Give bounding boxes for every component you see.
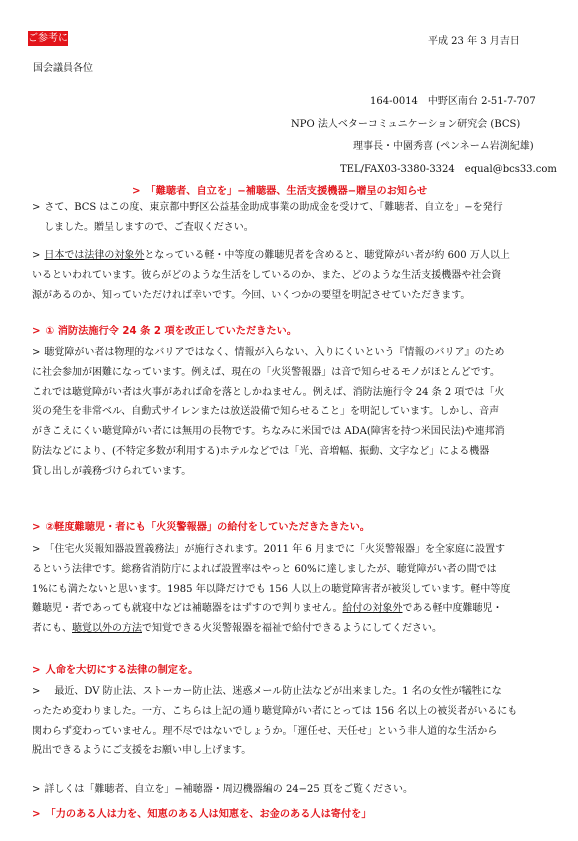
paragraph-line: である軽中度難聴児・ [402, 603, 503, 615]
marker-icon: > [32, 809, 41, 820]
underlined-text: 日本では法律の対象外 [44, 250, 145, 261]
paragraph-line: 「住宅火災報知器設置義務法」が施行されます。2011 年 6 月までに「火災警報器」を全家庭に設置す [44, 544, 505, 555]
heading-text: 「力のある人は力を、知恵のある人は知恵を、お金のある人は寄付を」 [45, 809, 372, 820]
reference-badge: ご参考に [28, 33, 68, 44]
underlined-text: 聴覚以外の方法 [72, 623, 142, 635]
subject-line [132, 182, 427, 197]
heading-request-2 [32, 518, 370, 533]
paragraph-reference [32, 780, 548, 800]
sender-organization: NPO 法人ベターコミュニケーション研究会 (BCS) [291, 119, 521, 130]
heading-request-3 [32, 661, 198, 676]
heading-text: 人命を大切にする法律の制定を。 [45, 665, 199, 676]
heading-request-1 [32, 322, 297, 337]
salutation: 国会議員各位 [33, 63, 93, 74]
paragraph-line: 源があるのか、知っていただければ幸いです。今回、いくつかの要望を明記させていただきます。 [32, 289, 471, 301]
paragraph-fire-law [32, 343, 548, 482]
paragraph-line: ったため変わりました。一方、こちらは上記の通り聴覚障がい者にとっては 156 名以上の被災者がいるにも [32, 705, 518, 717]
heading-closing [32, 805, 372, 820]
paragraph-line: いるといわれています。彼らがどのような生活をしているのか、また、どのような生活支援機器や社会資 [32, 269, 502, 281]
paragraph-line: るという法律です。総務省消防庁によれば設置率はやっと 60%に達しましたが、聴覚障がい者の間では [32, 563, 497, 575]
subject-text: 「難聴者、自立を」−補聴器、生活支援機器−贈呈のお知らせ [145, 186, 428, 197]
heading-text: ① 消防法施行令 24 条 2 項を改正していただきたい。 [45, 326, 297, 337]
marker-icon: > [132, 186, 141, 197]
marker-icon: > [32, 326, 41, 337]
document-date: 平成 23 年 3 月吉日 [428, 36, 520, 47]
sender-address: 164-0014 中野区南台 2-51-7-707 [370, 96, 536, 107]
paragraph-line: がきこえにくい聴覚障がい者には無用の長物です。ちなみに米国では ADA(障害を持つ米国民法)や連邦消 [32, 426, 505, 438]
paragraph-line: となっている軽・中等度の難聴児者を含めると、聴覚障がい者が約 600 万人以上 [144, 250, 510, 261]
marker-icon: > [32, 686, 41, 697]
paragraph-line: 詳しくは「難聴者、自立を」−補聴器・周辺機器編の 24−25 頁をご覧ください。 [44, 784, 413, 795]
paragraph-line: さて、BCS はこの度、東京都中野区公益基金助成事業の助成金を受けて、「難聴者、自立を」−を発行 [44, 202, 503, 213]
marker-icon: > [32, 544, 41, 555]
paragraph-population [32, 246, 548, 305]
paragraph-line: 災の発生を非常ベル、自動式サイレンまたは放送設備で知らせること」を明記しています。しかし、音声 [32, 406, 500, 418]
sender-chair: 理事長・中園秀喜 (ペンネーム岩渕紀雄) [353, 141, 534, 152]
paragraph-line: に社会参加が困難になっています。例えば、現在の「火災警報器」は音で知らせるモノがほとんどです。 [32, 366, 500, 378]
paragraph-line: 関わらず変わっていません。理不尽ではないでしょうか。「運任せ、天任せ」という非人道的な生活から [32, 725, 498, 737]
marker-icon: > [32, 250, 41, 261]
marker-icon: > [32, 784, 41, 795]
paragraph-humane-law [32, 682, 548, 761]
paragraph-line: 防法などにより、(不特定多数が利用する)ホテルなどでは「光、音増幅、振動、文字など」による機器 [32, 445, 490, 457]
paragraph-line: で知覚できる火災警報器を福祉で給付できるようにしてください。 [142, 623, 442, 635]
heading-text: ②軽度難聴児・者にも「火災警報器」の給付をしていただきたきたい。 [45, 522, 370, 533]
paragraph-line: しました。贈呈しますので、ご査収ください。 [44, 221, 254, 233]
sender-contact: TEL/FAX03-3380-3324 equal@bcs33.com [340, 164, 557, 175]
paragraph-line: 最近、DV 防止法、ストーカー防止法、迷惑メール防止法などが出来ました。1 名の女性が犠牲にな [44, 686, 502, 697]
marker-icon: > [32, 522, 41, 533]
paragraph-intro [32, 198, 548, 238]
marker-icon: > [32, 665, 41, 676]
paragraph-line: これでは聴覚障がい者は火事があれば命を落としかねません。例えば、消防法施行令 24 条 2 項では「火 [32, 386, 505, 398]
paragraph-line: 者にも、 [32, 623, 72, 635]
underlined-text: 給付の対象外 [342, 603, 403, 615]
paragraph-line: 聴覚障がい者は物理的なバリアではなく、情報が入らない、入りにくいという『情報のバリア』のため [44, 347, 505, 358]
marker-icon: > [32, 347, 41, 358]
paragraph-line: 難聴児・者であっても就寝中などは補聴器をはずすので判りません。 [32, 603, 343, 615]
paragraph-line: 1%にも満たないと思います。1985 年以降だけでも 156 人以上の聴覚障害者が被災しています。軽中等度 [32, 583, 511, 595]
marker-icon: > [32, 202, 41, 213]
paragraph-alarm-benefit [32, 540, 548, 639]
paragraph-line: 脱出できるようにご支援をお願い申し上げます。 [32, 745, 252, 757]
paragraph-line: 貸し出しが義務づけられています。 [32, 465, 192, 477]
